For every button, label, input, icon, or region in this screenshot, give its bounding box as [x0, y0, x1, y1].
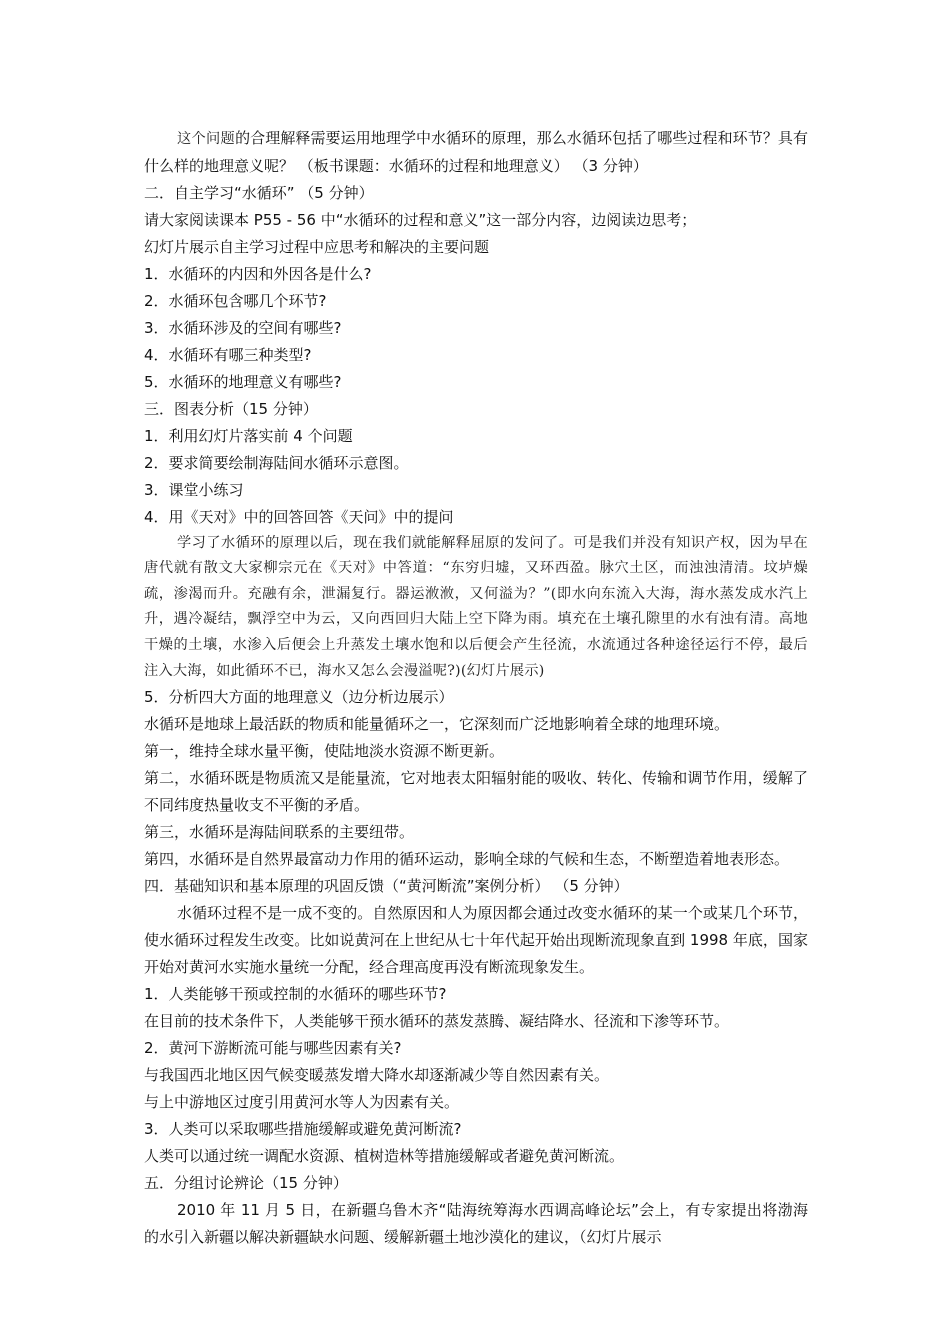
case-question: 2．黄河下游断流可能与哪些因素有关? — [144, 1039, 402, 1058]
analysis-item: 5．分析四大方面的地理意义（边分析边展示） — [144, 688, 454, 707]
significance-point: 第三，水循环是海陆间联系的主要纽带。 — [144, 823, 415, 842]
significance-point: 第二，水循环既是物质流又是能量流，它对地表太阳辐射能的吸收、转化、传输和调节作用，缓解了不同纬度热量收支不平衡的矛盾。 — [144, 769, 808, 815]
significance-point: 第四，水循环是自然界最富动力作用的循环运动，影响全球的气候和生态，不断塑造着地表形态。 — [144, 850, 790, 869]
forum-paragraph: 2010 年 11 月 5 日，在新疆乌鲁木齐“陆海统筹海水西调高峰论坛”会上，有专家提出将渤海的水引入新疆以解决新疆缺水问题、缓解新疆土地沙漠化的建议，（幻灯片展示 — [144, 1201, 808, 1247]
question-item: 5．水循环的地理意义有哪些? — [144, 372, 342, 391]
question-item: 2．水循环包含哪几个环节? — [144, 291, 327, 310]
document-page — [144, 125, 808, 1251]
case-answer: 在目前的技术条件下，人类能够干预水循环的蒸发蒸腾、凝结降水、径流和下渗等环节。 — [144, 1012, 730, 1031]
significance-point: 第一，维持全球水量平衡，使陆地淡水资源不断更新。 — [144, 742, 505, 761]
section-2-instruction: 请大家阅读课本 P55 - 56 中“水循环的过程和意义”这一部分内容，边阅读边思考； — [144, 210, 697, 229]
section-3-heading: 三．图表分析（15 分钟） — [144, 399, 318, 418]
question-item: 4．水循环有哪三种类型? — [144, 345, 312, 364]
case-answer: 人类可以通过统一调配水资源、植树造林等措施缓解或者避免黄河断流。 — [144, 1147, 625, 1166]
tiandui-paragraph: 学习了水循环的原理以后，现在我们就能解释屈原的发问了。可是我们并没有知识产权，因为早在唐代就有散文大家柳宗元在《天对》中答道：“东穷归墟，又环西盈。脉穴土区，而浊浊清清。坟垆燥疏，渗渴而升。充融有余，泄漏复行。器运浟浟，又何溢为？”(即水向东流入大海，海水蒸发成水汽上升，遇冷凝结，飘浮空中为云，又向西回归大陆上空下降为雨。填充在土壤孔隙里的水有浊有清。高地干燥的土壤，水渗入后便会上升蒸发土壤水饱和以后便会产生径流，水流通过各种途径运行不停，最后注入大海，如此循环不已，海水又怎么会漫溢呢?)(幻灯片展示) — [144, 534, 808, 679]
section-2-slide-note: 幻灯片展示自主学习过程中应思考和解决的主要问题 — [144, 237, 490, 256]
section-4-heading: 四．基础知识和基本原理的巩固反馈（“黄河断流”案例分析） （5 分钟） — [144, 877, 629, 896]
significance-intro: 水循环是地球上最活跃的物质和能量循环之一，它深刻而广泛地影响着全球的地理环境。 — [144, 715, 730, 734]
analysis-item: 1．利用幻灯片落实前 4 个问题 — [144, 426, 353, 445]
case-answer: 与我国西北地区因气候变暖蒸发增大降水却逐渐减少等自然因素有关。 — [144, 1066, 610, 1085]
section-2-heading: 二．自主学习“水循环” （5 分钟） — [144, 183, 374, 202]
case-answer: 与上中游地区过度引用黄河水等人为因素有关。 — [144, 1093, 460, 1112]
analysis-item: 3．课堂小练习 — [144, 480, 244, 499]
analysis-item: 4．用《天对》中的回答回答《天问》中的提问 — [144, 507, 454, 526]
intro-paragraph — [144, 125, 808, 180]
intro-text: 的合理解释需要运用地理学中水循环的原理，那么水循环包括了哪些过程和环节？具有什么样的地理意义呢？ （板书课题：水循环的过程和地理意义） （3 分钟） — [144, 129, 808, 175]
analysis-item: 2．要求简要绘制海陆间水循环示意图。 — [144, 453, 409, 472]
intro-lead: 这个问题 — [177, 131, 236, 147]
question-item: 1．水循环的内因和外因各是什么? — [144, 264, 372, 283]
section-5-heading: 五．分组讨论辨论（15 分钟） — [144, 1174, 348, 1193]
question-item: 3．水循环涉及的空间有哪些? — [144, 318, 342, 337]
yellow-river-paragraph: 水循环过程不是一成不变的。自然原因和人为原因都会通过改变水循环的某一个或某几个环节，使水循环过程发生改变。比如说黄河在上世纪从七十年代起开始出现断流现象直到 1998 年底，国家开始对黄河水实施水量统一分配，经合理高度再没有断流现象发生。 — [144, 904, 808, 977]
case-question: 1．人类能够干预或控制的水循环的哪些环节? — [144, 985, 447, 1004]
case-question: 3．人类可以采取哪些措施缓解或避免黄河断流? — [144, 1120, 462, 1139]
